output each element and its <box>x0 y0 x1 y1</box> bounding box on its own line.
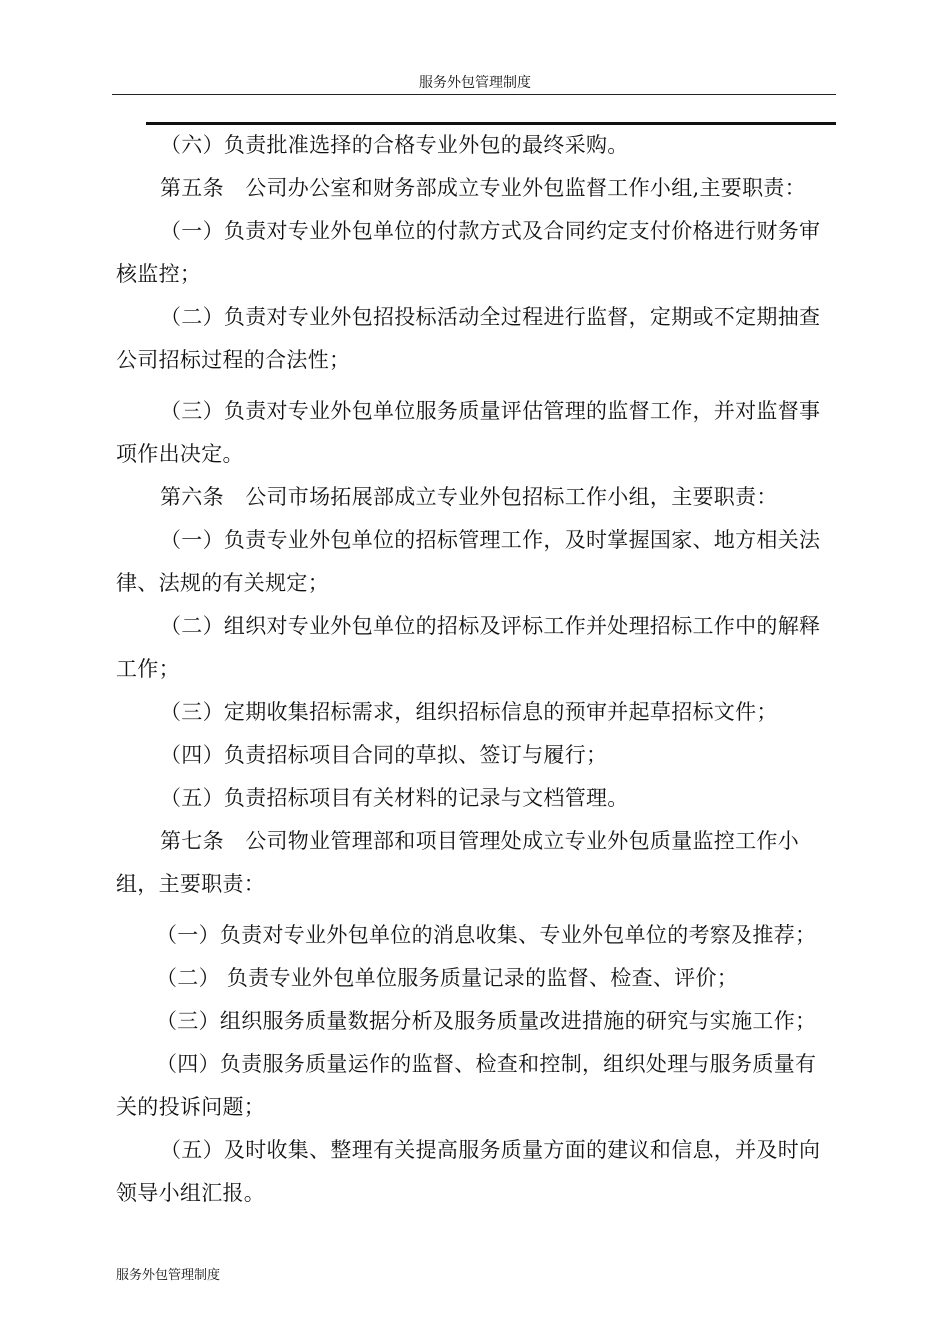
paragraph: （三）定期收集招标需求，组织招标信息的预审并起草招标文件； <box>160 700 778 724</box>
paragraph: （四）负责服务质量运作的监督、检查和控制，组织处理与服务质量有关的投诉问题； <box>116 1052 817 1119</box>
page-header-title: 服务外包管理制度 <box>419 75 531 91</box>
paragraph: （三）组织服务质量数据分析及服务质量改进措施的研究与实施工作； <box>156 1009 817 1033</box>
document-body <box>116 124 834 1215</box>
paragraph: （五）负责招标项目有关材料的记录与文档管理。 <box>160 786 629 810</box>
paragraph: （一）负责专业外包单位的招标管理工作，及时掌握国家、地方相关法律、法规的有关规定； <box>116 528 821 595</box>
article-heading: 第七条 公司物业管理部和项目管理处成立专业外包质量监控工作小组，主要职责： <box>116 829 799 896</box>
header-divider <box>112 94 836 95</box>
article-heading: 第五条 公司办公室和财务部成立专业外包监督工作小组,主要职责： <box>160 176 806 200</box>
paragraph: （二）组织对专业外包单位的招标及评标工作并处理招标工作中的解释工作； <box>116 614 821 681</box>
paragraph: （六）负责批准选择的合格专业外包的最终采购。 <box>160 133 629 157</box>
paragraph: （五）及时收集、整理有关提高服务质量方面的建议和信息，并及时向领导小组汇报。 <box>116 1138 821 1205</box>
paragraph: （二）负责对专业外包招投标活动全过程进行监督，定期或不定期抽查公司招标过程的合法性； <box>116 305 821 372</box>
paragraph: （二） 负责专业外包单位服务质量记录的监督、检查、评价； <box>156 966 739 990</box>
paragraph: （三）负责对专业外包单位服务质量评估管理的监督工作，并对监督事项作出决定。 <box>116 399 821 466</box>
paragraph: （四）负责招标项目合同的草拟、签订与履行； <box>160 743 608 767</box>
paragraph: （一）负责对专业外包单位的付款方式及合同约定支付价格进行财务审核监控； <box>116 219 821 286</box>
page-footer-text: 服务外包管理制度 <box>116 1268 221 1283</box>
paragraph: （一）负责对专业外包单位的消息收集、专业外包单位的考察及推荐； <box>156 923 817 947</box>
article-heading: 第六条 公司市场拓展部成立专业外包招标工作小组，主要职责： <box>160 485 778 509</box>
